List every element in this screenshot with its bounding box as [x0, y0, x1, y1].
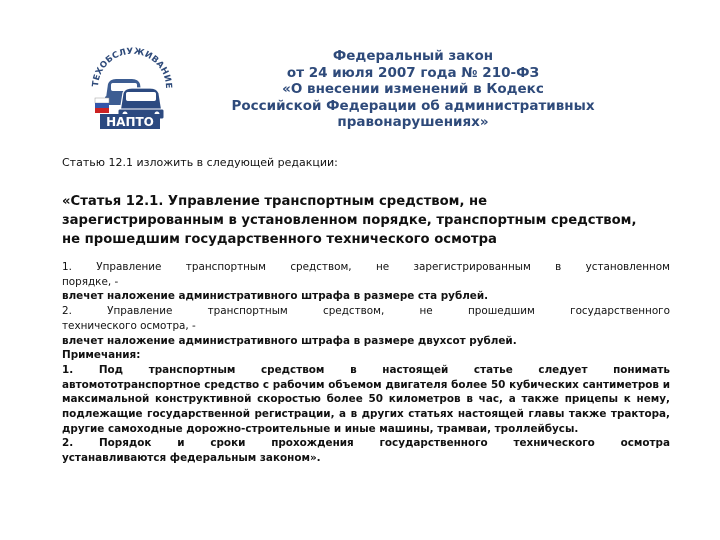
napto-logo	[86, 46, 176, 130]
title-line: правонарушениях»	[337, 114, 489, 131]
russian-flag-icon	[95, 98, 109, 113]
article-body	[62, 260, 670, 466]
title-line: от 24 июля 2007 года № 210-ФЗ	[286, 64, 540, 81]
penalty-paragraph-2: влечет наложение административного штрафа в размере двухсот рублей.	[62, 334, 517, 347]
note-2-line-1: 2. Порядок и сроки прохождения государственного технического осмотра	[62, 437, 670, 450]
title-line: Федеральный закон	[332, 48, 494, 64]
document-title	[208, 48, 618, 131]
notes-heading: Примечания:	[62, 349, 141, 362]
title-line: «О внесении изменений в Кодекс	[282, 81, 544, 98]
paragraph-1-line-2: порядке, -	[62, 275, 119, 288]
note-1-text: автомототранспортное средство с рабочим объемом двигателя более 50 кубических сантиметров и максимальной конструктивной скоростью более 50 километров в час, а также прицепы к нему, подлежащие государственной регистрации, а в других статьях настоящей главы также трактора, другие самоходные дорожно-строительные и иные машины, трамваи, троллейбусы.	[62, 378, 670, 435]
heading-line: зарегистрированным в установленном порядке, транспортным средством,	[62, 213, 637, 228]
intro-text: Статью 12.1 изложить в следующей редакции:	[62, 156, 338, 169]
paragraph-1-line-1: 1. Управление транспортным средством, не зарегистрированным в установленном	[62, 261, 670, 273]
penalty-paragraph-1: влечет наложение административного штрафа в размере ста рублей.	[62, 290, 489, 303]
title-line: Российской Федерации об административных	[231, 97, 595, 114]
paragraph-2-line-1: 2. Управление транспортным средством, не прошедшим государственного	[62, 305, 670, 318]
logo-arc-text: ТЕХОБСЛУЖИВАНИЕ	[90, 46, 174, 89]
note-2-line-2: устанавливаются федеральным законом».	[62, 452, 321, 465]
logo-badge-text: НАПТО	[106, 115, 154, 129]
article-heading	[62, 192, 686, 249]
note-1-line-1: 1. Под транспортным средством в настоящей статье следует понимать	[62, 363, 670, 376]
heading-line: «Статья 12.1. Управление транспортным средством, не	[62, 194, 488, 209]
paragraph-2-line-2: технического осмотра, -	[62, 319, 196, 332]
heading-line: не прошедшим государственного технического осмотра	[62, 232, 497, 247]
